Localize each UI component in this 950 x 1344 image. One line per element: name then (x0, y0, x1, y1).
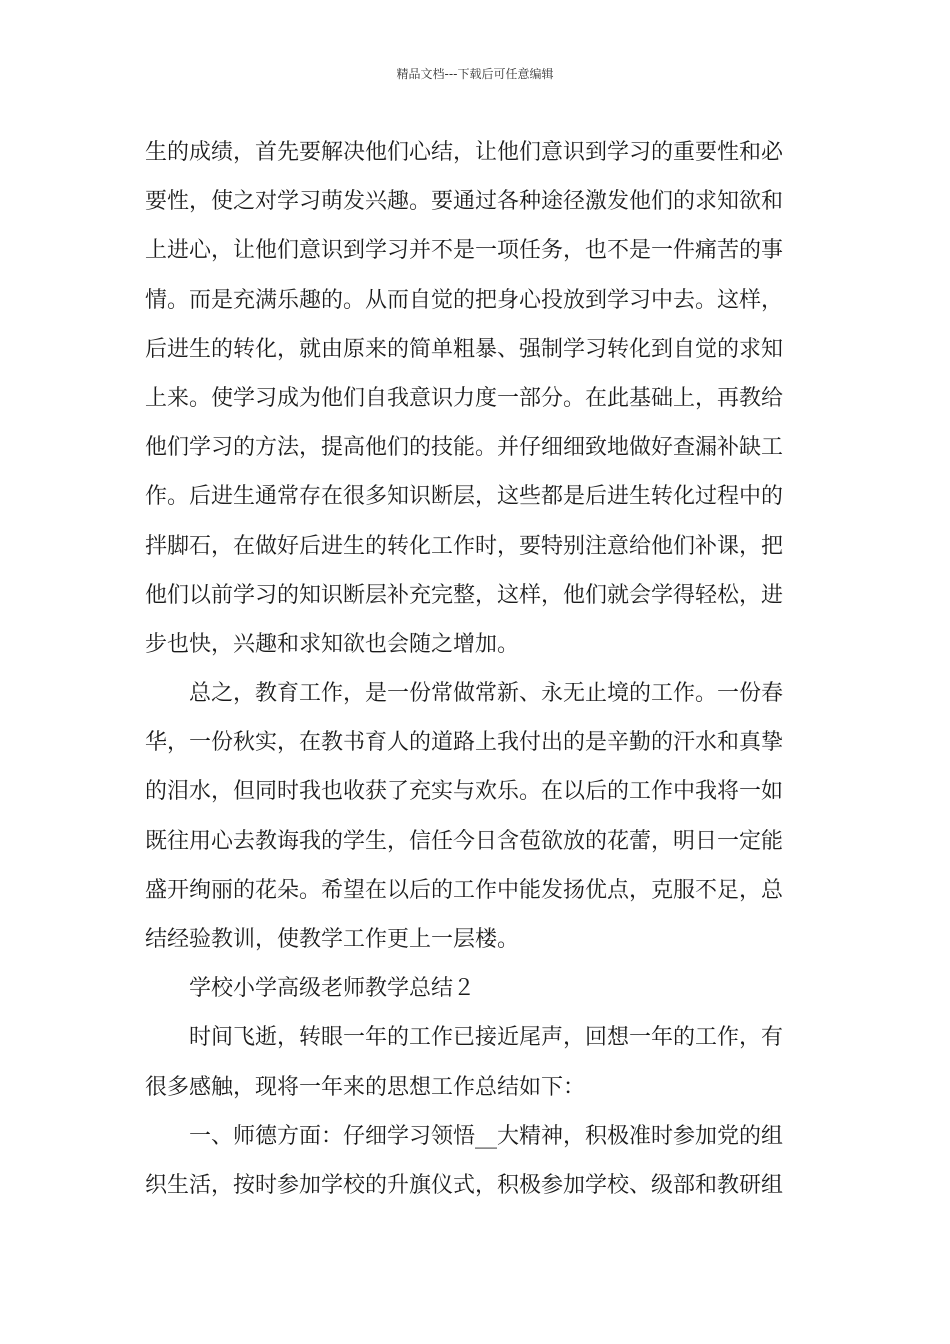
text-line: 他们以前学习的知识断层补充完整，这样，他们就会学得轻松，进 (145, 582, 784, 608)
paragraph-first-line: 学校小学高级老师教学总结２ (189, 976, 476, 1002)
text-line: 后进生的转化，就由原来的简单粗暴、强制学习转化到自觉的求知 (145, 336, 784, 362)
paragraph-first-line: 一、师德方面：仔细学习领悟__大精神，积极准时参加党的组 (189, 1123, 784, 1149)
text-line: 要性，使之对学习萌发兴趣。要通过各种途径激发他们的求知欲和 (145, 189, 784, 215)
text-line: 步也快，兴趣和求知欲也会随之增加。 (145, 631, 520, 657)
text-line: 的泪水，但同时我也收获了充实与欢乐。在以后的工作中我将一如 (145, 779, 784, 805)
text-line: 既往用心去教诲我的学生，信任今日含苞欲放的花蕾，明日一定能 (145, 828, 784, 854)
text-line: 他们学习的方法，提高他们的技能。并仔细细致地做好查漏补缺工 (145, 435, 784, 461)
text-line: 织生活，按时参加学校的升旗仪式，积极参加学校、级部和教研组 (145, 1172, 784, 1198)
text-line: 结经验教训，使教学工作更上一层楼。 (145, 927, 520, 952)
text-line: 生的成绩，首先要解决他们心结，让他们意识到学习的重要性和必 (145, 140, 784, 165)
text-line: 情。而是充满乐趣的。从而自觉的把身心投放到学习中去。这样， (145, 287, 784, 313)
text-line: 盛开绚丽的花朵。希望在以后的工作中能发扬优点，克服不足，总 (145, 877, 784, 903)
text-line: 华，一份秋实，在教书育人的道路上我付出的是辛勤的汗水和真挚 (145, 730, 784, 756)
document-body (145, 128, 811, 1210)
text-line: 很多感触，现将一年来的思想工作总结如下： (145, 1074, 586, 1100)
paragraph-first-line: 总之，教育工作，是一份常做常新、永无止境的工作。一份春 (189, 681, 784, 707)
text-line: 作。后进生通常存在很多知识断层，这些都是后进生转化过程中的 (145, 484, 784, 510)
text-line: 上来。使学习成为他们自我意识力度一部分。在此基础上，再教给 (145, 385, 784, 411)
text-line: 拌脚石，在做好后进生的转化工作时，要特别注意给他们补课，把 (145, 533, 784, 559)
text-line: 上进心，让他们意识到学习并不是一项任务，也不是一件痛苦的事 (145, 238, 784, 264)
page-header: 精品文档---下载后可任意编辑 (396, 67, 554, 81)
paragraph-first-line: 时间飞逝，转眼一年的工作已接近尾声，回想一年的工作，有 (189, 1025, 784, 1051)
